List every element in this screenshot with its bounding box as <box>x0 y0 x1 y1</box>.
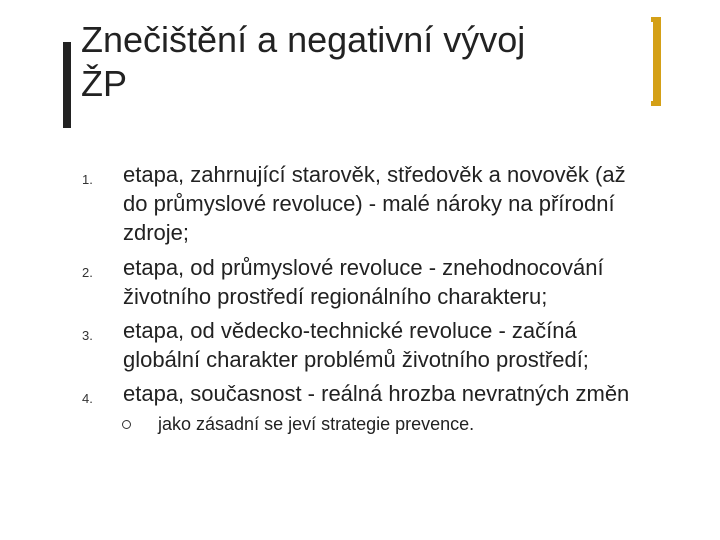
list-item-line: životního prostředí regionálního charakteru; <box>123 284 548 309</box>
title-bracket-right <box>651 17 661 106</box>
list-item-text <box>123 316 693 374</box>
list-item-line: etapa, od průmyslové revoluce - znehodnocování <box>123 255 604 280</box>
list-item-line: do průmyslové revoluce) - malé nároky na přírodní <box>123 191 615 216</box>
list-number: 1. <box>82 172 93 187</box>
list-item-line: etapa, současnost - reálná hrozba nevratných změn <box>123 381 630 406</box>
list-number: 3. <box>82 328 93 343</box>
title-line-1: Znečištění a negativní vývoj <box>81 19 526 60</box>
sub-item-text: jako zásadní se jeví strategie prevence. <box>158 414 475 434</box>
list-item-text <box>123 379 693 408</box>
list-item-text <box>123 160 693 247</box>
list-item-line: zdroje; <box>123 220 190 245</box>
title-line-2: ŽP <box>81 63 128 104</box>
title-bracket-left <box>63 42 71 128</box>
list-item-line: globální charakter problémů životního prostředí; <box>123 347 589 372</box>
list-number: 2. <box>82 265 93 280</box>
hollow-circle-bullet-icon <box>122 420 131 429</box>
list-item-line: etapa, zahrnující starověk, středověk a novověk (až <box>123 162 626 187</box>
list-item-line: etapa, od vědecko-technické revoluce - začíná <box>123 318 577 343</box>
slide-title <box>81 18 641 106</box>
list-number: 4. <box>82 391 93 406</box>
list-item-text <box>123 253 693 311</box>
